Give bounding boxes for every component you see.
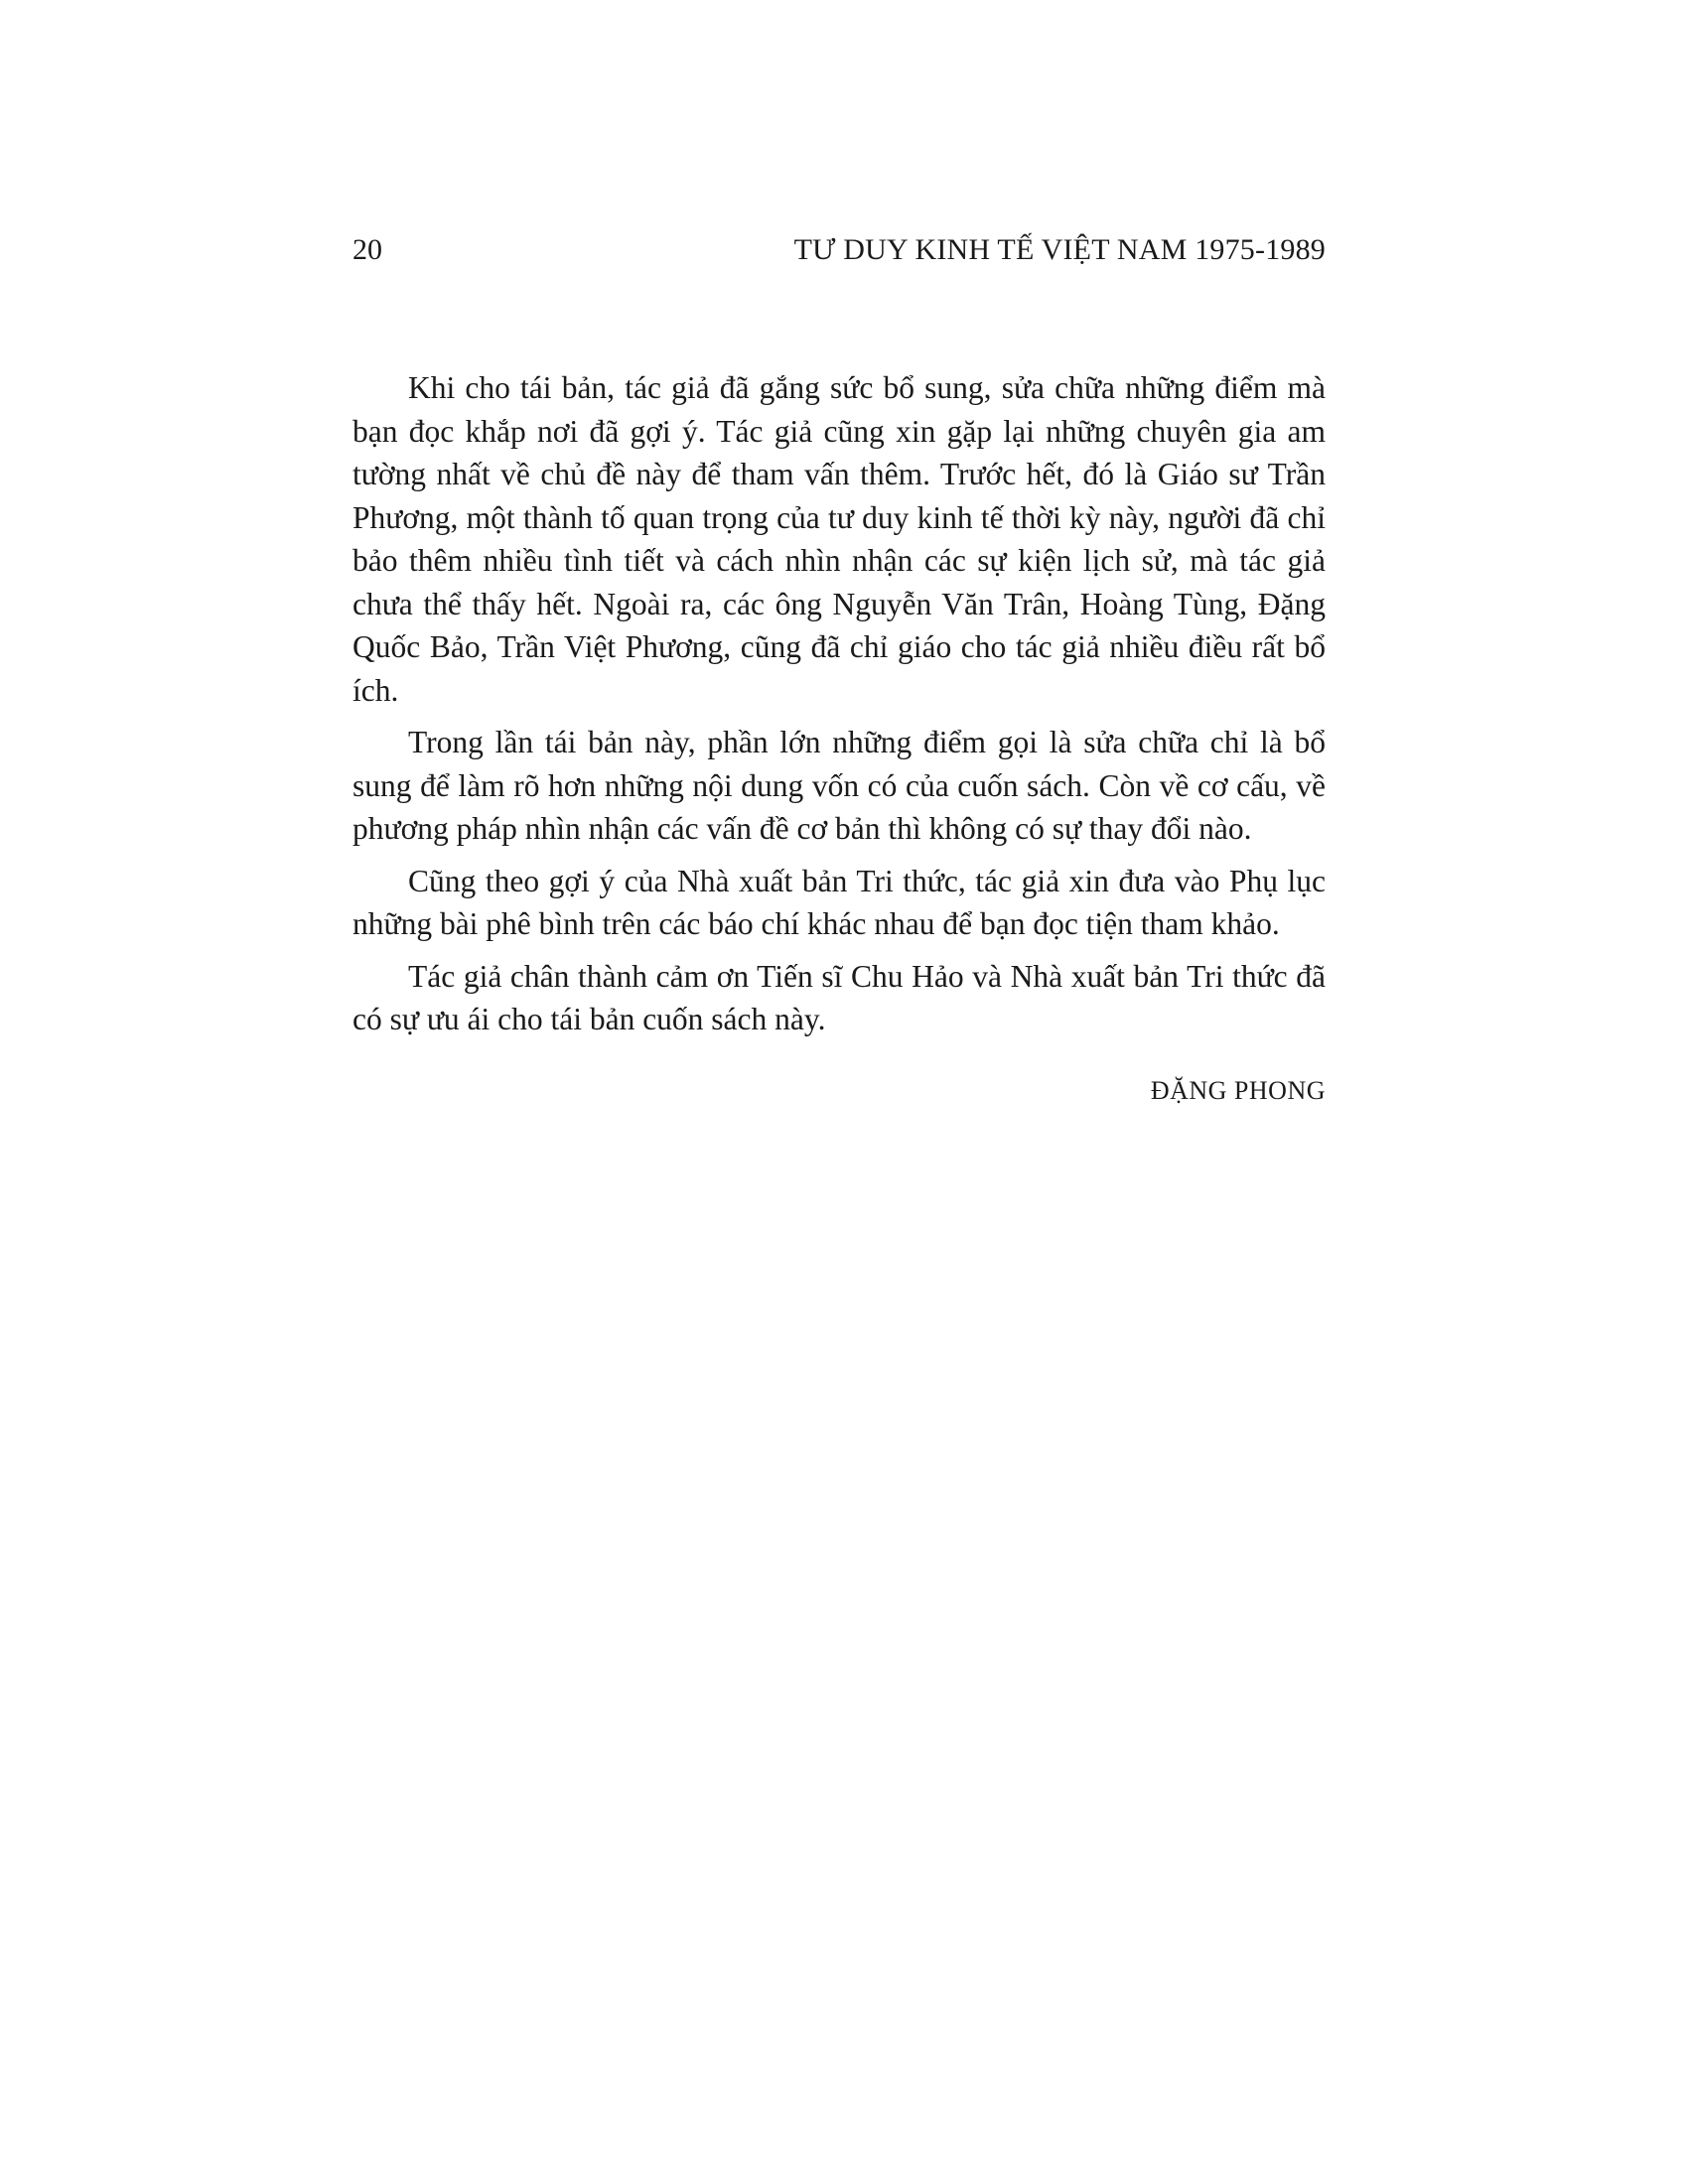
book-title: TƯ DUY KINH TẾ VIỆT NAM 1975-1989 <box>793 233 1326 266</box>
paragraph-3: Cũng theo gợi ý của Nhà xuất bản Tri thức, tác giả xin đưa vào Phụ lục những bài phê bình trên các báo chí khác nhau để bạn đọc tiện tham khảo. <box>352 863 1326 941</box>
paragraph-2: Trong lần tái bản này, phần lớn những điểm gọi là sửa chữa chỉ là bổ sung để làm rõ hơn những nội dung vốn có của cuốn sách. Còn về cơ cấu, về phương pháp nhìn nhận các vấn đề cơ bản thì không có sự thay đổi nào. <box>352 725 1326 846</box>
body-text <box>352 366 1326 1041</box>
author-signature: ĐẶNG PHONG <box>1150 1075 1326 1105</box>
paragraph-4: Tác giả chân thành cảm ơn Tiến sĩ Chu Hảo và Nhà xuất bản Tri thức đã có sự ưu ái cho tái bản cuốn sách này. <box>352 958 1326 1036</box>
page-number: 20 <box>352 233 382 266</box>
running-head <box>352 228 1326 272</box>
book-page <box>352 228 1326 1111</box>
paragraph-1: Khi cho tái bản, tác giả đã gắng sức bổ sung, sửa chữa những điểm mà bạn đọc khắp nơi đã gợi ý. Tác giả cũng xin gặp lại những chuyên gia am tường nhất về chủ đề này để tham vấn thêm. Trước hết, đó là Giáo sư Trần Phương, một thành tố quan trọng của tư duy kinh tế thời kỳ này, người đã chỉ bảo thêm nhiều tình tiết và cách nhìn nhận các sự kiện lịch sử, mà tác giả chưa thể thấy hết. Ngoài ra, các ông Nguyễn Văn Trân, Hoàng Tùng, Đặng Quốc Bảo, Trần Việt Phương, cũng đã chỉ giáo cho tác giả nhiều điều rất bổ ích. <box>352 370 1326 708</box>
